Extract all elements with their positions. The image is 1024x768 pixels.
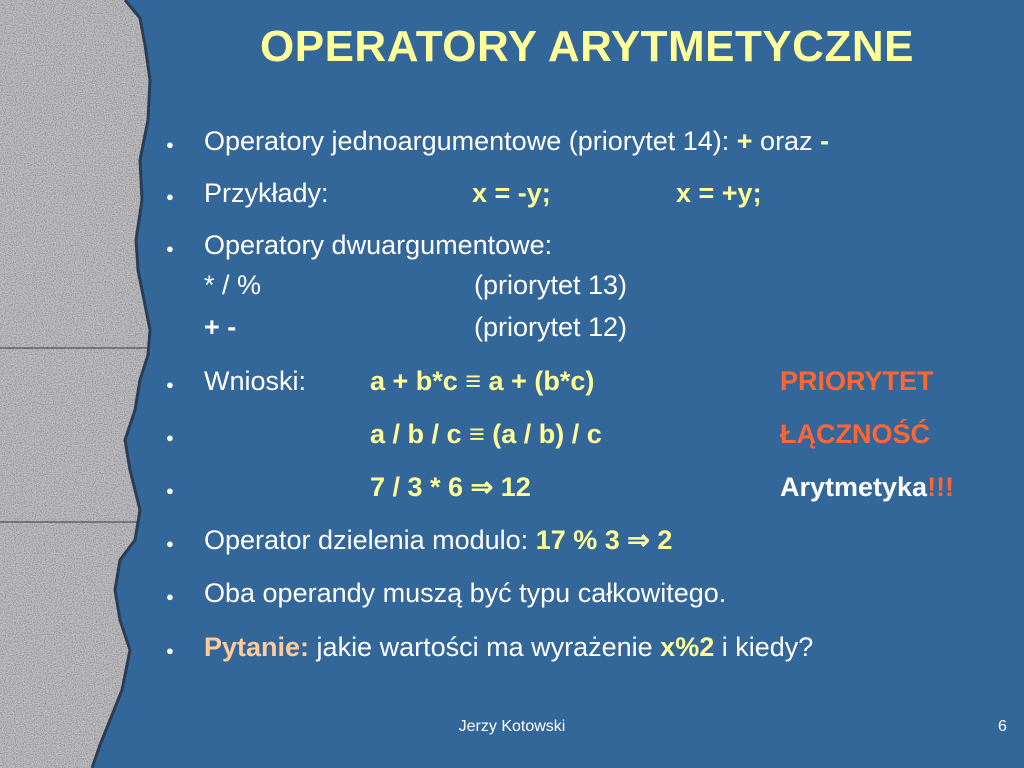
binary-operators-label: Operatory dwuargumentowe: — [204, 230, 553, 260]
modulo-example: 17 % 3 ⇒ 2 — [535, 525, 673, 555]
bullet-icon: ● — [166, 430, 174, 445]
priority-13: (priorytet 13) — [474, 270, 628, 300]
precedence-example: a + b*c ≡ a + (b*c) — [370, 366, 595, 396]
arithmetic-tag-text: Arytmetyka — [780, 472, 928, 502]
bullet-icon: ● — [166, 483, 174, 498]
stone-border-decoration — [0, 0, 180, 768]
question-label: Pytanie: — [204, 632, 310, 662]
conclusions-label: Wnioski: — [204, 366, 307, 396]
associativity-example: a / b / c ≡ (a / b) / c — [370, 419, 602, 449]
examples-label: Przykłady: — [204, 178, 329, 208]
bullet-icon: ● — [166, 189, 174, 204]
bullet-icon: ● — [166, 241, 174, 256]
example-unary-plus: x = +y; — [676, 178, 762, 208]
bullet-icon: ● — [166, 536, 174, 551]
slide-title: OPERATORY ARYTMETYCZNE — [260, 22, 914, 71]
binary-ops-add-sub: + - — [204, 312, 237, 342]
page-number: 6 — [998, 718, 1007, 735]
unary-operators-line — [204, 128, 829, 155]
arithmetic-tag — [780, 474, 954, 501]
arithmetic-tag-exclaim: !!! — [927, 472, 955, 502]
integer-operands-note: Oba operandy muszą być typu całkowitego. — [204, 578, 727, 608]
priority-12: (priorytet 12) — [474, 312, 628, 342]
unary-plus: + — [736, 126, 753, 156]
bullet-icon: ● — [166, 589, 174, 604]
bullet-icon: ● — [166, 137, 174, 152]
question-line — [204, 634, 813, 661]
bullet-icon: ● — [166, 643, 174, 658]
arithmetic-example: 7 / 3 * 6 ⇒ 12 — [370, 472, 531, 502]
modulo-text: Operator dzielenia modulo: — [204, 525, 536, 555]
binary-ops-mul-div-mod: * / % — [204, 270, 262, 300]
precedence-tag: PRIORYTET — [780, 366, 934, 396]
bullet-icon: ● — [166, 377, 174, 392]
associativity-tag: ŁĄCZNOŚĆ — [780, 419, 930, 449]
unary-text: Operatory jednoargumentowe (priorytet 14): — [204, 126, 737, 156]
question-text-1: jakie wartości ma wyrażenie — [309, 632, 661, 662]
modulo-line — [204, 527, 672, 554]
question-expression: x%2 — [660, 632, 715, 662]
footer-author: Jerzy Kotowski — [458, 718, 566, 735]
unary-conj: oraz — [752, 126, 821, 156]
unary-minus: - — [820, 126, 830, 156]
question-text-2: i kiedy? — [714, 632, 814, 662]
example-negation: x = -y; — [472, 178, 551, 208]
